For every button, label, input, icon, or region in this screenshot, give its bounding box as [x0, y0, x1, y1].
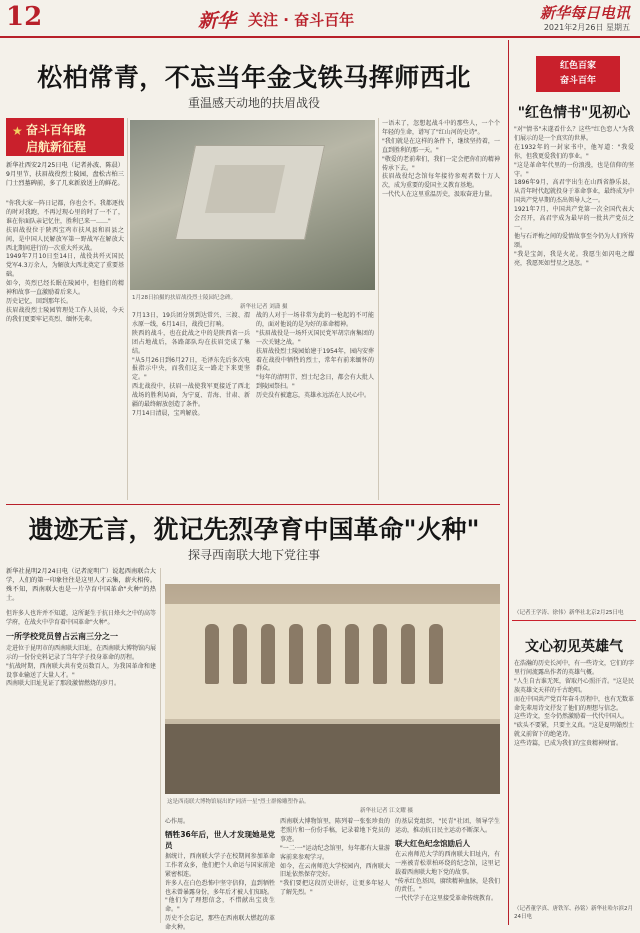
article2-column-1: [6, 610, 156, 922]
paragraph: 7月13日，19兵团分别到达常兴、三渡、渭水原一线，6月14日，战役已打响。: [132, 312, 250, 328]
article1-column-4: [382, 120, 500, 502]
paragraph: "我们要把这段历史讲好，让更多年轻人了解先烈。": [280, 880, 390, 897]
paragraph: 他与石评梅之间的爱情故事至今仍为人们所传颂。: [514, 232, 635, 249]
article1-column-2: [132, 312, 250, 502]
paragraph: 西南联大旧址见证了那段激情燃烧的岁月。: [6, 680, 121, 688]
paragraph: "这是革命年代里的一份浪漫，也是信仰的坚守。": [514, 161, 634, 178]
sidebar-column-2: [514, 660, 634, 900]
paragraph: 扶眉战役纪念馆每年接待参观者数十万人次，成为重要的爱国主义教育基地。: [382, 173, 500, 190]
sidebar-badge-line2: 奋斗百年: [559, 76, 596, 86]
paragraph: 历史没有被遗忘，英雄永远活在人民心中。: [256, 392, 371, 400]
article1-photo-credit: 新华社记者 刘潇 摄: [240, 304, 288, 310]
paragraph: "你我大家一阵日记都，你也会不。我都逐找的时对我跑，不再过现心里的时了一不了，谁在你面队亲记忆住，胜利已来一……": [6, 200, 124, 225]
paragraph: "敬爱的老前辈们，我们一定会把你们的精神传承下去。": [382, 155, 500, 172]
paragraph: "人生自古谁无死，留取丹心照汗青。"这是民族英雄文天祥的千古绝唱。: [514, 677, 634, 694]
section-title: 关注 · 奋斗百年: [248, 11, 355, 29]
article2-headline: 遗迹无言，犹记先烈孕育中国革命"火种": [28, 515, 480, 544]
sidebar-divider: [512, 620, 636, 621]
column-banner-line1: 奋斗百年路: [26, 123, 87, 137]
paragraph: 许多人在白色恐怖中坚守信仰，直到牺牲也未曾暴露身份，多年后才被人们知晓。: [165, 879, 275, 896]
paragraph: 这些诗文，至今仍然激励着一代代中国人。: [514, 713, 629, 721]
article2-photo-credit: 新华社记者 江文耀 摄: [360, 808, 413, 814]
article1-subhead: 重温感天动地的扶眉战役: [187, 96, 320, 110]
monument-shape: [205, 165, 285, 213]
paragraph: 西北战役中，扶眉一战使我军更接近了西北战场的胜利局面，为宁夏、青海、甘肃、新疆的最终解放创造了条件。: [132, 383, 250, 409]
article2-column-2: [165, 818, 275, 932]
paragraph: 而在中国共产党百年奋斗历程中，也有无数革命先辈用诗文抒发了他们的理想与信念。: [514, 695, 635, 712]
masthead: [0, 0, 640, 38]
paragraph: "对"情书"未遂看什么？这些"红色恋人"为我们展示的是一个真实的世界。: [514, 126, 634, 142]
column-divider: [160, 568, 161, 923]
article2-column-3: [280, 818, 390, 922]
sidebar-column-1: [514, 126, 634, 604]
column-banner: [6, 118, 124, 156]
paragraph: "砍头不要紧，只要主义真。"这是夏明翰烈士就义前留下的绝笔诗。: [514, 722, 634, 739]
sidebar-credit-1: （记者王学涛、徐伟）新华社北京2月25日电: [514, 610, 624, 616]
paragraph: "我们就是在这样的条件下，继续坚持着，一直到胜利的那一天。": [382, 137, 500, 154]
paragraph: "从5月26日到6月27日，毛泽东先后多次电报指示中央，而我们这支一路走下来更坚定。": [132, 356, 250, 382]
statue-figure: [373, 624, 387, 684]
museum-floor: [165, 724, 500, 794]
paragraph: 据统计，西南联大学子在校期间参加革命工作者众多，他们把个人命运与国家前途紧密相连。: [165, 852, 275, 878]
paragraph: 的基层党组织、"民青"社团，领导学生运动，推动抗日民主运动不断深入。: [395, 818, 500, 834]
paragraph: 西南联大博物馆里，陈列着一张张珍贵的老照片和一份份手稿，记录着地下党员的事迹。: [280, 818, 390, 843]
paragraph: "他们为了理想信念，不惜献出宝贵生命。": [165, 897, 275, 914]
paragraph: 走进位于昆明市的西南联大旧址，在西南联大博物馆内展示的一份份史料记录了当年学子投身革命的历程。: [6, 644, 157, 661]
paragraph: 战的人对于一场非常为此的一枪起的不可能的，面对他说的是为好的革命精神。: [256, 312, 374, 328]
article2-subhead: 探寻西南联大地下党往事: [187, 548, 320, 562]
issue-date: 2021年2月26日 星期五: [543, 23, 630, 32]
paragraph: "扶眉战役是一场歼灭国民党军胡宗南集团的一次关键之战。": [256, 329, 374, 346]
paragraph: "一二·一"运动纪念馆里，每年都有大量游客前来参观学习。: [280, 844, 390, 861]
statue-figure: [233, 624, 247, 684]
article1-photo: [130, 120, 375, 290]
column-divider: [378, 118, 379, 500]
paragraph: 在1932年的一封家书中，他写道："我爱你，但我更爱我们的事业。": [514, 143, 634, 160]
paragraph: 在浩瀚的历史长河中，有一些诗文，它们的字里行间流露出作者的英雄气概。: [514, 660, 635, 676]
sidebar-headline-1: "红色情书"见初心: [517, 105, 631, 121]
paragraph: 但许多人也许并不知道，这所诞生于抗日烽火之中的高等学府，在战火中孕育着中国革命"火种"。: [6, 610, 157, 626]
article1-column-1: [6, 200, 124, 500]
paragraph: "每年的清明节、烈士纪念日，都会有大批人到陵园祭扫。": [256, 374, 374, 391]
page-number: 12: [6, 2, 43, 32]
article1-headline: 松柏常青，不忘当年金戈铁马挥师西北: [37, 63, 471, 92]
paragraph: 1949年7月10日至14日，战役共歼灭国民党军4.3万余人，为解放大西北奠定了重要基础。: [6, 253, 124, 279]
paragraph: "传承红色基因，赓续精神血脉，是我们的责任。": [395, 877, 500, 894]
paragraph: 在云南师范大学的西南联大旧址内，有一座被青松翠柏环绕的纪念馆，这里记载着西南联大地下党的故事。: [395, 850, 500, 876]
paragraph: 历史记忆，回到那年长。: [6, 297, 73, 305]
paragraph: 如今，英烈已经长眠在陵园中，但他们的精神和故事一直激励着后来人。: [6, 280, 124, 297]
article1-column-3: [256, 312, 374, 502]
article2-photo-caption: 这是西南联大博物馆展出的"同济一星"烈士群像雕塑作品。: [167, 799, 310, 805]
paragraph: 一代代人在这里重温历史，汲取奋进力量。: [382, 191, 497, 199]
paragraph: 扶眉战役烈士陵园管理处工作人员说，今天的我们更要牢记英烈、缅怀先辈。: [6, 306, 124, 323]
column-banner-line2: 启航新征程: [26, 140, 87, 154]
statue-figure: [205, 624, 219, 684]
article2-lead: 新华社昆明2月24日电（记者庞明广）说起西南联合大学，人们的第一印象往往是这里人才云集，薪火相传。殊不知，西南联大也是一片孕育中国革命"火种"的热土。: [6, 568, 156, 602]
paragraph: 一语未了，忽想起战斗中的那些人，一个个年轻的生命，谱写了"红山河的史诗"。: [382, 120, 500, 136]
paragraph: "我是宝剑，我是火花。我愿生如闪电之耀亮，我愿死如彗星之迅忽。": [514, 250, 634, 267]
newspaper-name: 新华每日电讯: [539, 4, 630, 22]
paragraph: 1896年9月，高君宇出生在山西省静乐县，从青年时代起就投身于革命事业，最终成为中国共产党早期的杰出领导人之一。: [514, 179, 635, 205]
paragraph: 1921年7月，中国共产党第一次全国代表大会召开，高君宇成为最早的一批共产党员之一。: [514, 206, 634, 231]
statue-figure: [289, 624, 303, 684]
sidebar-credit-2: （记者董学真、唐铁军、孙铭）新华社哈尔滨2月24日电: [514, 906, 634, 920]
subsection-heading: 牺牲36年后，世人才发现她是党员: [165, 829, 275, 850]
statue-figure: [261, 624, 275, 684]
star-icon: ★: [12, 124, 23, 138]
statue-figure: [401, 624, 415, 684]
paragraph: 历史不会忘记，那些在西南联大燃起的革命火种。: [165, 915, 275, 932]
sidebar-badge: [536, 56, 620, 92]
paragraph: 这些诗篇，已成为我们的宝贵精神财富。: [514, 740, 623, 748]
paragraph: 一代代学子在这里接受革命传统教育。: [395, 895, 498, 903]
subsection-heading: 一所学校党员曾占云南三分之一: [6, 631, 118, 641]
paragraph: 7月14日清晨，宝鸡解放。: [132, 409, 204, 417]
paragraph: 陕西的战斗，也在此战之中的是陕西省一兵团占地战后，各路部队均在扶眉完成了集结。: [132, 329, 250, 355]
column-divider: [127, 118, 128, 500]
sidebar-headline-2: 文心初见英雄气: [525, 639, 623, 655]
article2-column-4: [395, 818, 500, 922]
section-divider: [6, 504, 500, 505]
paragraph: 扶眉战役烈士陵园始建于1954年，园内安葬着在战役中牺牲的烈士，常年有前来缅怀的群众。: [256, 347, 374, 373]
paragraph: 心作用。: [165, 818, 190, 825]
article1-photo-caption: 1月28日拍摄的扶眉战役烈士陵园纪念碑。: [132, 295, 236, 301]
xinhua-logo: 新华: [198, 10, 237, 32]
statue-figure: [345, 624, 359, 684]
statue-figure: [317, 624, 331, 684]
paragraph: "抗战时期，西南联大共有党员数百人，为我国革命和建设事业输送了大量人才。": [6, 662, 156, 679]
paragraph: 如今，在云南师范大学校园内，西南联大旧址依然保存完好。: [280, 862, 390, 879]
subsection-heading: 联大红色纪念馆励后人: [395, 838, 470, 848]
article1-lead: 新华社西安2月25日电（记者孙波、陈晨）9月里节，扶眉战役烈士陵园，盘松古柏三门士烈墓碑前，多了几束新放送上的鲜花。: [6, 162, 124, 187]
article2-photo: [165, 584, 500, 794]
paragraph: 扶眉战役位于陕西宝鸡市扶风县和眉县之间，是中国人民解放军第一野战军在解放大西北期间进行的一次重大歼灭战。: [6, 226, 124, 252]
statue-figure: [429, 624, 443, 684]
sidebar-badge-line1: 红色百家: [559, 61, 596, 71]
